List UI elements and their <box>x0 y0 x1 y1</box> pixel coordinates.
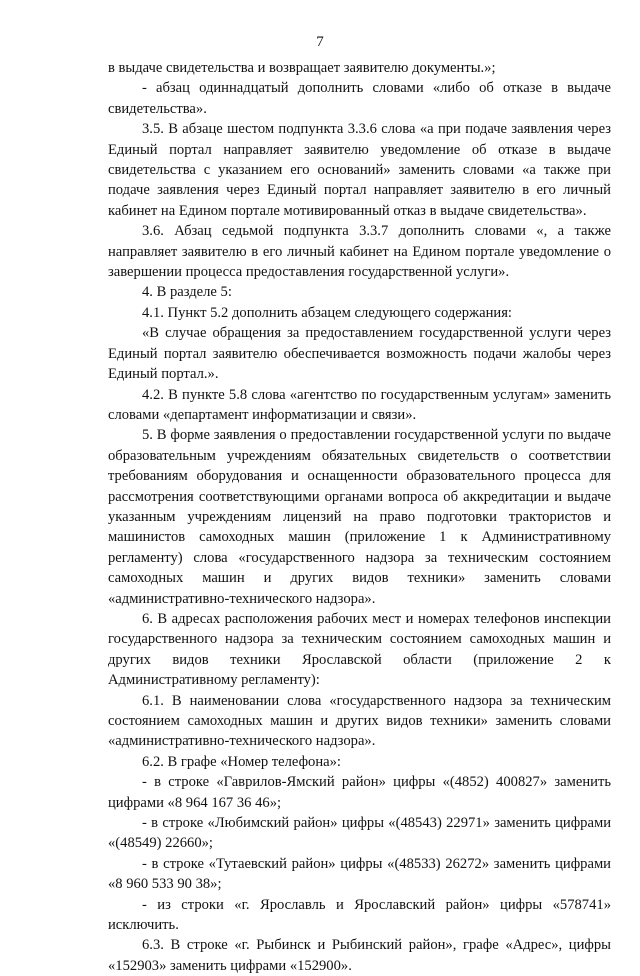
paragraph: 5. В форме заявления о предоставлении государственной услуги по выдаче образовательным учреждениям обязательных свидетельств о соответствии требованиям оборудования и оснащенности образовательного процесса для рассмотрения соответствующими органами вопроса об аккредитации и выдаче указанным учреждениям лицензий на право подготовки трактористов и машинистов самоходных машин (приложение 1 к Административному регламенту) слова «государственного надзора за техническим состоянием самоходных машин и других видов техники» заменить словами «административно-технического надзора». <box>108 427 611 607</box>
paragraph: 4.2. В пункте 5.8 слова «агентство по государственным услугам» заменить словами «департамент информатизации и связи». <box>108 386 611 423</box>
paragraph: - из строки «г. Ярославль и Ярославский район» цифры «578741» исключить. <box>108 896 611 934</box>
paragraph: 6.2. В графе «Номер телефона»: <box>142 753 341 770</box>
paragraph: - в строке «Гаврилов-Ямский район» цифры «(4852) 400827» заменить цифрами «8 964 167 36 46»; <box>108 774 611 811</box>
paragraph: 3.6. Абзац седьмой подпункта 3.3.7 дополнить словами «, а также направляет заявителю в его личный кабинет на Едином портале уведомление о завершении процесса предоставления государственной услуги». <box>108 223 611 281</box>
paragraph: - в строке «Тутаевский район» цифры «(48533) 26272» заменить цифрами «8 960 533 90 38»; <box>108 855 611 893</box>
paragraph: 4. В разделе 5: <box>142 284 232 301</box>
paragraph: - абзац одиннадцатый дополнить словами «либо об отказе в выдаче свидетельства». <box>108 80 611 117</box>
paragraph: 3.5. В абзаце шестом подпункта 3.3.6 слова «а при подаче заявления через Единый портал направляет заявителю уведомление об отказе в выдаче свидетельства с указанием его оснований» заменить словами «а также при подаче заявления через Единый портал направляет заявителю в его личный кабинет на Едином портале мотивированный отказ в выдаче свидетельства». <box>108 121 611 219</box>
paragraph: в выдаче свидетельства и возвращает заявителю документы.»; <box>108 60 496 76</box>
paragraph: 6.3. В строке «г. Рыбинск и Рыбинский район», графе «Адрес», цифры «152903» заменить цифрами «152900». <box>108 937 611 974</box>
paragraph: 4.1. Пункт 5.2 дополнить абзацем следующего содержания: <box>142 304 512 321</box>
paragraph: 6.1. В наименовании слова «государственного надзора за техническим состоянием самоходных машин и других видов техники» заменить словами «административно-технического надзора». <box>108 692 611 750</box>
paragraph: «В случае обращения за предоставлением государственной услуги через Единый портал заявителю обеспечивается возможность подачи жалобы через Единый портал.». <box>108 325 611 383</box>
page-number: 7 <box>316 34 324 50</box>
document-body <box>108 58 611 976</box>
paragraph: 6. В адресах расположения рабочих мест и номерах телефонов инспекции государственного надзора за техническим состоянием самоходных машин и других видов техники Ярославской области (приложение 2 к Административному регламенту): <box>108 610 611 689</box>
paragraph: - в строке «Любимский район» цифры «(48543) 22971» заменить цифрами «(48549) 22660»; <box>108 815 611 852</box>
